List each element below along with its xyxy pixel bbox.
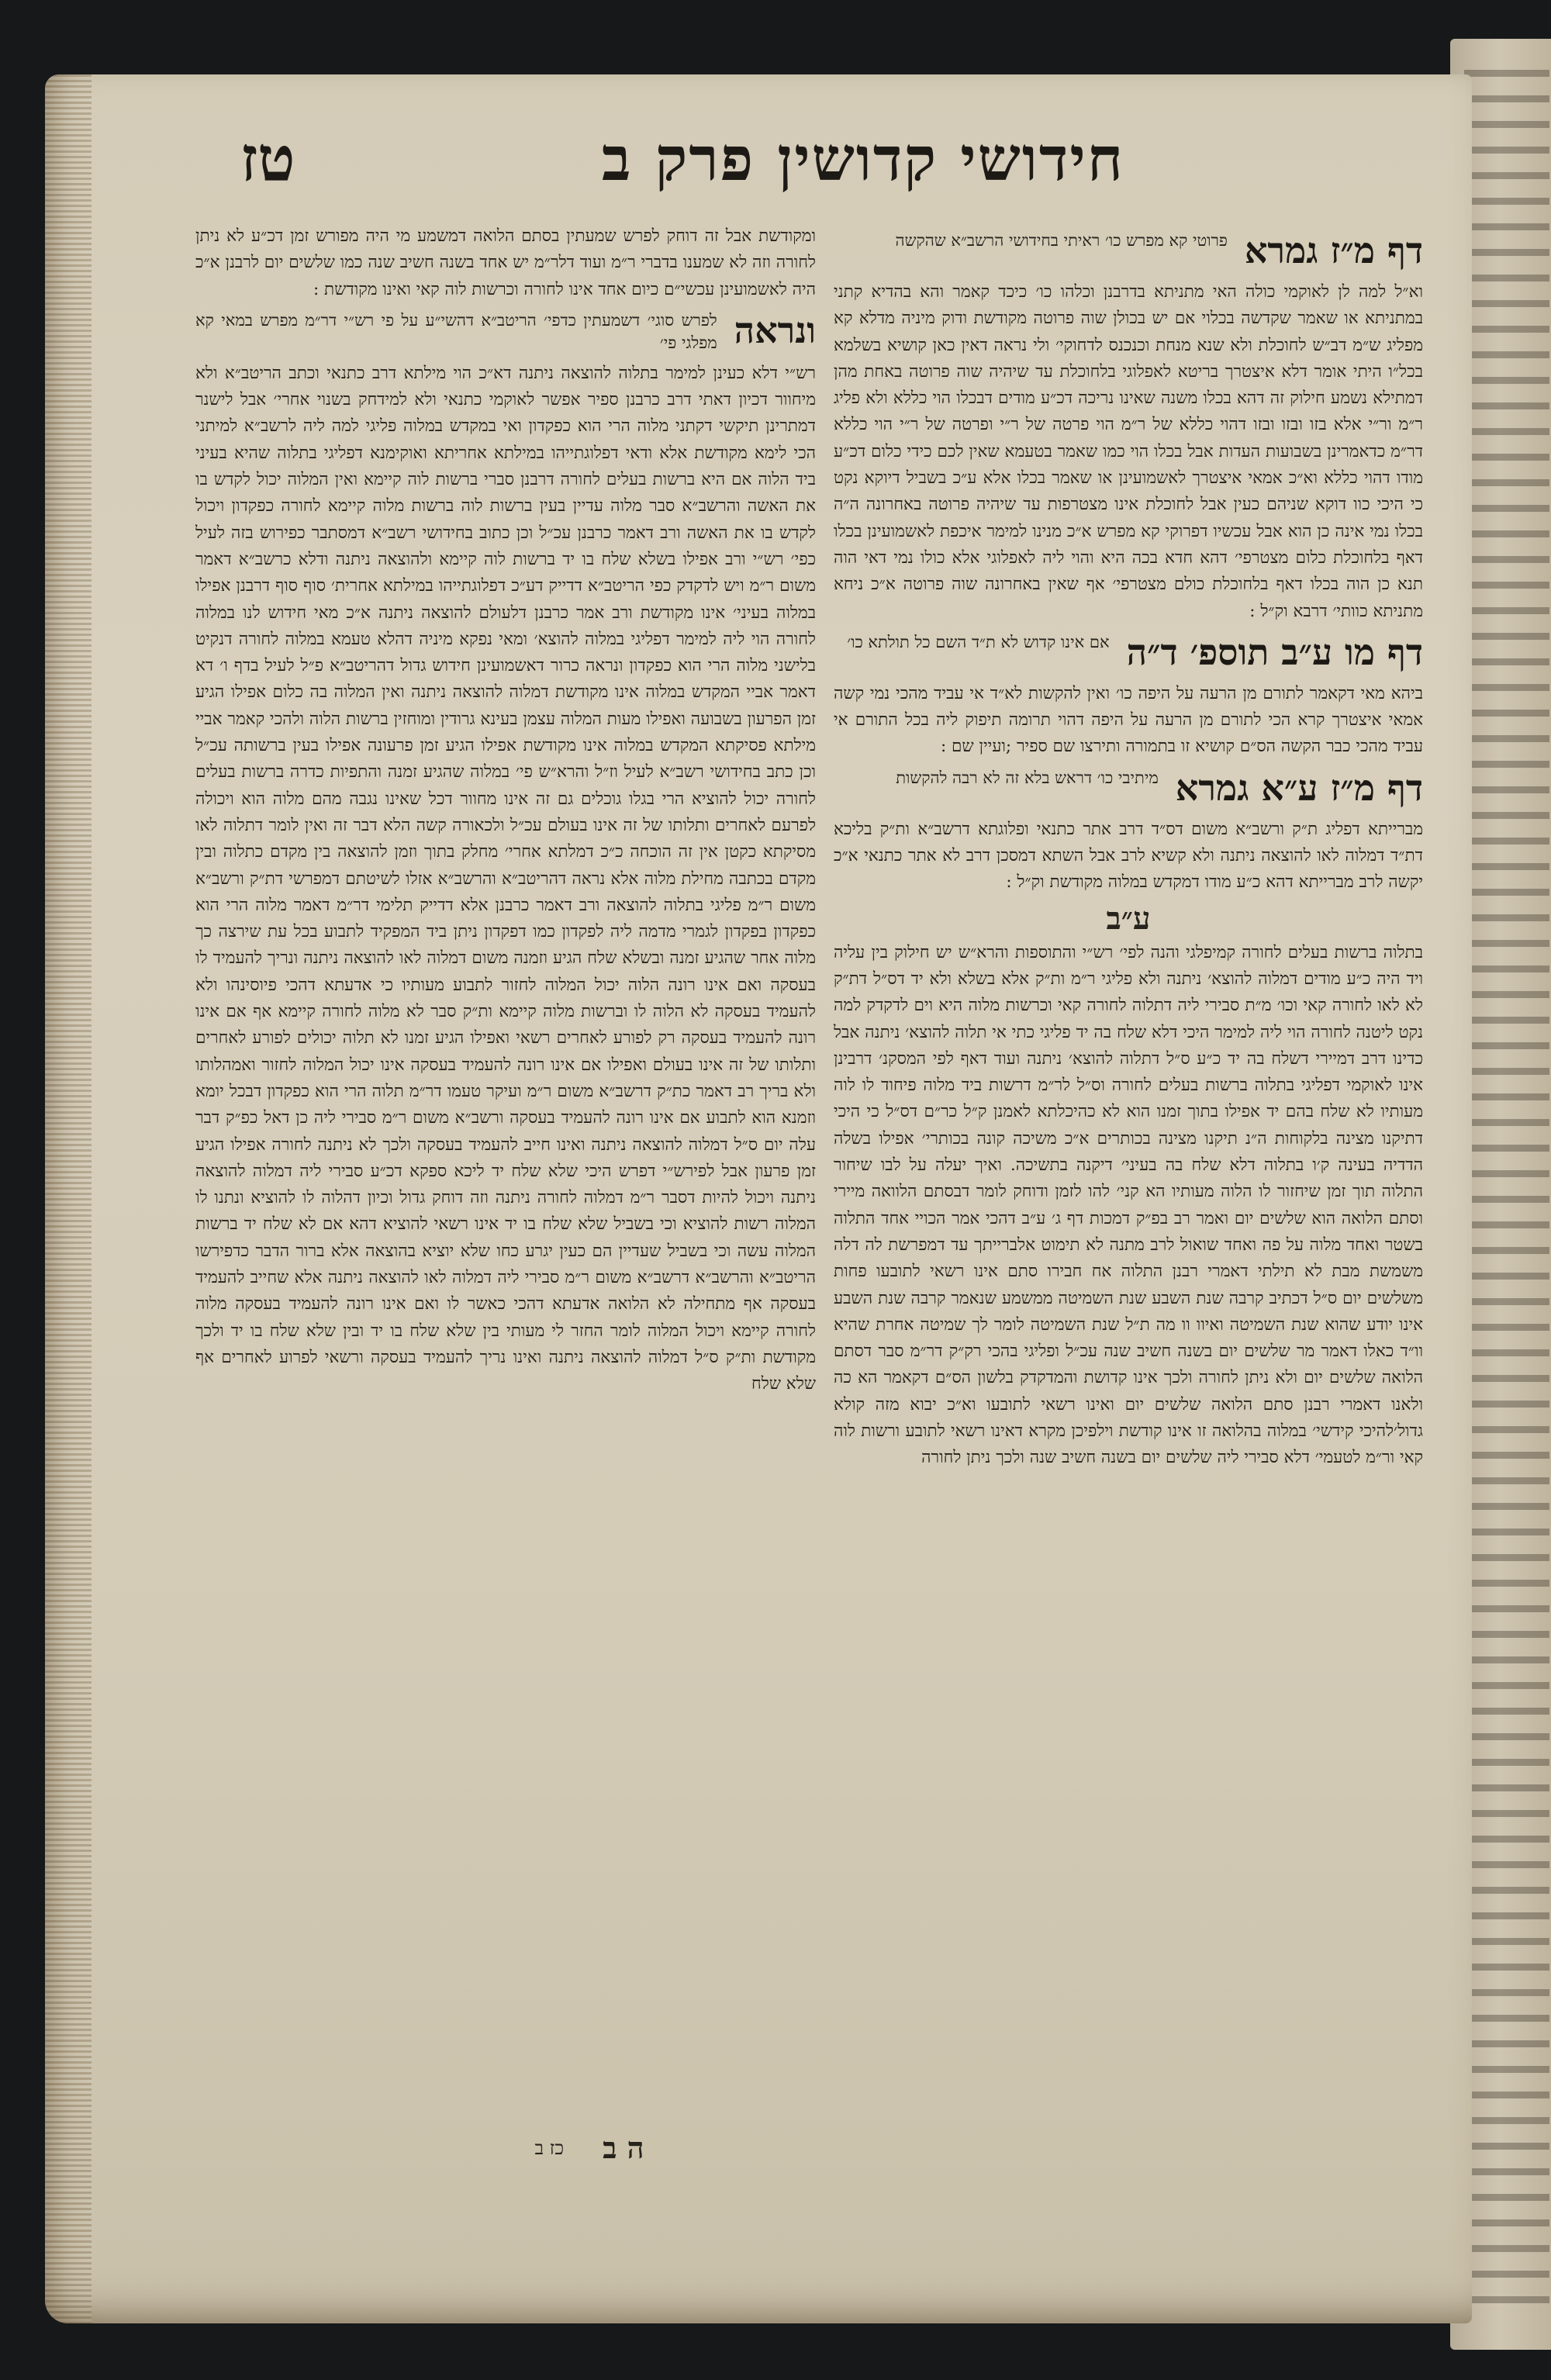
commentary-paragraph: וא״ל למה לן לאוקמי כולה האי מתניתא בדרבנן וכלהו כו׳ כיכד קאמר והא בהדיא קתני במתניתא או שאמר שקדשה בכלוי אם יש בכולן שוה פרוטה מקודשת ודוק מיניה מדלא קא מפליג ש״מ דב״ש לחוכלת ולא שנא מנחת וכנכנס לדחוקי׳ ולי נראה דאין כאן קושיא בשלמא בכל״ו היתי אומר דלא איצטרך בריטא לאפלוגי בלחוכלת עד שיהיה שוה פרוטה באחת מהן דמתילא נשמע חילוק זה דהא בכלו משנה שאינו נריכה דכ״ע מודים דבכלו הוי כללא ולא פליג ר״מ ור״י אלא בזו ובזו ובזו דהוי כללא של ר״מ הוי פרטה של ר״י ופרטה של ר״י הוי כללא דר״מ כדאמרינן בשבועות העדות אבל בכלו הוי כמו שאמר בטעמא שאין לכם כידי כלום דכ״ע מודו דהוי כללא וא״כ אמאי איצטרך לאשמועינן או שאמר בכלו אלא ע״כ בשביל דיוקא נקט כי היכי כוו דוקא שניהם כעין אבל לחוכלת אינו מצטרפות עד שיהיה פרוטה באחרונה ה״ה בכלו נמי אינה כן הוא אבל עכשיו דפרוקי קא מפרש א״כ מנינו למימר איכפת לאשמועינן בכלו דאף בלחוכלת כלום מצטרפי׳ דהא חדא בכה היא והוי ליה לאפלוגי אלא כולו נמי דאי הוה תנא כן הוה בכלו דאף בלחוכלת כולם מצטרפי׳ אף שאין באחרונה שוה פרוטה א״כ ניחא מתניתא כוותי׳ דרבא וק״ל : <box>834 282 1423 621</box>
folio-number: טז <box>240 122 295 195</box>
section-title: ונראה <box>734 309 816 351</box>
section-heading <box>834 228 1423 273</box>
signature-mark: ה ב <box>603 2130 644 2165</box>
section-lemma: מיתיבי כו׳ דראש בלא זה לא רבה להקשות <box>896 768 1159 787</box>
right-column <box>834 223 1423 1475</box>
commentary-paragraph: רש״י דלא כעינן למימר בתלוה להוצאה ניתנה דא״כ הוי מילתא דרב כתנאי וכתב הריטב״א ולא מיחוור דכיון דאתי דרב כרבנן ספיר אפשר לאוקמי כתנאי ולא למידחק בשנוי אחרי׳ אבל לישנר דמתרינן תיקשי דקתני מלוה הרי הוא כפקדון ואי במקדש במלוה פליגי למה ליה לרשב״א למיתני הכי לימא מקודשת אלא ודאי דפלוגתייהו במילתא אחריתא ואוקימנא דפליגי בתלוה שהיא בעיני ביד הלוה אם היא ברשות בעלים לחורה דרבנן סברי ברשות לוה קיימא ואין המלוה יכול לקדש בו את האשה והרשב״א סבר מלוה עדיין בעין ברשות לוה ברשות מלוה קיימא לחורה כפקדון ויכול לקדש בו את האשה ורב דאמר כרבנן עכ״ל וכן כתוב בחידושי רשב״א דמסתבר כפירוש בזה לעיל כפי׳ רש״י ורב אפילו בשלא שלח בו יד ברשות לוה קיימא ולהוצאה ניתנה ודלא כרשב״א דאמר משום ר״מ ויש לדקדק כפי הריטב״א דדייק דע״כ דפלוגתייהו במילתא אחרית׳ סוף סוף דרבנן אפילו במלוה בעיני׳ אינו מקודשת ורב אמר כרבנן דלעולם להוצאה ניתנה א״כ מאי חידוש לנו במלוה לחורה הוי ליה למימר דפליגי במלוה להוצא׳ ומאי נפקא מיניה דהלא טעמא במלוה לחורה דנקיט בלישני מלוה הרי הוא כפקדון ונראה כרור דאשמועינן חידוש גדול דהריטב״א פ״ל לעיל בדף ו׳ דא דאמר אביי המקדש במלוה אינו מקודשת דמלוה להוצאה ניתנה ואין המלוה בה כלום אפילו הגיע זמן הפרעון בשבועה ואפילו מעות המלוה עצמן בעינא גרודין ומוחזין ברשות הלוה ולהכי קאמר אביי מילתא פסיקתא המקדש במלוה אינו מקודשת אפילו הגיע זמן פרעונה אפילו בעין ברשותה עכ״ל וכן כתב בחידושי רשב״א לעיל וז״ל והרא״ש פי׳ במלוה שהגיע זמנה והתפיות כדרה ברשות בעלים לחורה יכול להוציא הרי בגלו גוכלים גם זה אינו מחוור דכל שאינו נגבה מהם מלוה הוא ויכולה לפרעם לאחרים ותלותו של זה אינו בעולם עכ״ל ולכאורה קשה הלא דבר זה ואין לומר דתלוה לאו מסיקתא כקטן אין זה הוכחה כ״כ דמלתא אחרי׳ מחלק בתוך וזמן להוצאה בין מקדם כתלוה ובין מקדם בכתבה מחילת מלוה אלא נראה דהריטב״א והרשב״א אזלו לשיטתם דמפרשי דת״ק ורשב״א משום ר״מ פליגי בתלוה להוצאה ורב דאמר כרבנן אלא דדייק תלימי דר״מ דאמר מלוה הרי הוא כפקדון בפקדון לגמרי מדמה ליה לפקדון כמו דפקדון ניתן ביד המפקיד לתבוע בכל עת שירצה כך מלוה אחר שהגיע זמנה ובשלא שלח הגיע וזמנה משום דמלוה לאו להוצאה ניתנה ונריך להעמיד לו בעסקה ואם אינו רונה הלוה יכול המלוה לחזור לתבוע מעותיו כי אדעתא דהכי פיוסינהו ולא להעמיד בעסקה לא הלוה לו וברשות מלוה קיימא ות״ק סבר לא מלוה לחורה קיימא אף אם אינו רונה להעמיד בעסקה רק לפורע לאחרים רשאי ואפילו הגיע זמנו לא תלוה יכולים לפורע לאחרים ותלותו של זה אינו בעולם ואפילו אם אינו רונה להעמיד בעסקה אינו יכול המלוה לחזור ואמהלותו ולא בריך רב דאמר כת״ק דרשב״א משום ר״מ ועיקר טעמו דר״מ תלוה הרי הוא כפקדון דבכל יומא וזמנא הוא לתבוע אם אינו רונה להעמיד בעסקה ורשב״א משום ר״מ סבירי ליה כן דאל כפ״ק דבר עלה יום ס״ל דמלוה להוצאה ניתנה ואינו חייב להעמיד בעסקה ולכך לא ניתנה לחורה אפילו הגיע זמן פרעון אבל לפירש״י דפרש היכי שלא שלח יד ליכא ספקא דכ״ע סבירי ליה דמלוה להוצאה ניתנה ויכול להיות דסבר ר״מ דמלוה לחורה ניתנה וזה דוחק גדול וכיון דהלוה לו להוציא ונתנו לו המלוה רשות להוציא וכי בשביל שלא שלח בו יד אינו רשאי להוציא דהא אם לא שלח יד ברשות המלוה עשה וכי בשביל שעדיין הם כעין יגרע כחו שלא יוציא בהוצאה אלא ברור הדבר כדפירשו הריטב״א והרשב״א דרשב״א משום ר״מ סבירי ליה דמלוה לאו להוצאה ניתנה אלא שחייב להעמיד בעסקה אף מתחילה לא הלואה אדעתא דהכי כאשר לו ואם אינו רונה להעמיד בעסקה מלוה לחורה קיימא ויכול המלוה לומר החזר לי מעותי בין שלא שלח בו יד ובין שלא שלח בו יד ולכך מקודשת ות״ק ס״ל דמלוה להוצאה ניתנה ואינו נריך להעמיד בעסקה ורשאי לפרוע לאחרים אף שלא שלח <box>195 363 816 1394</box>
section-heading <box>195 308 816 354</box>
section-title: דף מ״ז ע״א גמרא <box>1175 766 1423 809</box>
left-column <box>195 223 816 1401</box>
catchword: כז ב <box>534 2136 565 2159</box>
page-worn-edge <box>45 74 92 2323</box>
commentary-paragraph: בתלוה ברשות בעלים לחורה קמיפלגי והנה לפי׳ רש״י והתוספות והרא״ש יש חילוק בין עליה ויד היה כ״ע מודים דמלוה להוצא׳ ניתנה ולא פליגי ר״מ ות״ק אלא בשלא ולא יד דס״ל דת״ק לא לאו לחורה קאי וכו׳ מ״ת סבירי ליה דתלוה לחורה קאי וכרשות מלוה היא וים לדקדק למה נקט ליטנה לחורה הוי ליה למימר היכי דלא שלח בה יד פליגי כתי אי תלוה להוצא׳ ניתנה אבל כדינו דרב דמיירי דשלח בה יד כ״ע ס״ל דתלוה להוצא׳ ניתנה ועוד דאף לפי המסקנ׳ דרבינן אינו לאוקמי דפליגי בתלוה ברשות בעלים לחורה וס״ל לר״מ דרשות ביד מלוה פיחוד לו לוה מעותיו לא שלח בהם יד אפילו בתוך זמנו הוא לא כהיכלתא לאמנן ק״ל כר״ם דס״ל כי היכי דתיקנו מצינה בלקוחות ה״נ תיקנו מצינה בכותרים א״כ משיכה קונה בכותרי׳ אפילו בשלה הדדיה בעינה ק׳ו בתלוה דלא שלח בה בעיני׳ דיקנה בתשיכה. ואיך יעלה על לבו שיחור התלוה תוך זמן שיחזור לו הלוה מעותיו הא קני׳ להו לזמן ודוחק לומר דבסתם הלוואה מיירי וסתם הלואה הוא שלשים יום ואמר רב בפ״ק דמכות דף ג׳ ע״ב דהכי אמר הכויי אחד התלוה בשטר ואחד מלוה על פה ואחד שואול לרב מתנה לא תימוט אלברייתך עד דמפרשת לה דלה משמשת מבת לא תילתי דאמרי רבנן התלוה אח חבירו סתם אינו רשאי לתובעו פחות משלשים יום ס״ל דכתיב קרבה שנת השבע שנת השמיטה ממשמע שנאמר קרבה שנת השבע אינו יודע שהוא שנת השמיטה ואיוו וו מה ת״ל שנת השמיטה לומר לך שמיטה אחרת שהיא וו״ד כאלו דאמר מר שלשים יום בשנה חשיב שנה עכ״ל ופליגי בהכי רק״ק דר״מ סבר דסתם הלואה שלשים יום ולא ניתן לחורה ולכך אינו קדושת והמדקדק בלשון הס״ם דקאמר הא כה ולאנו דאמרי רבנן סתם הלואה שלשים יום ואינו רשאי לתובעו וא״כ יבוא מזה קולא גדול׳להיכי קידשי׳ במלוה בהלואה זו אינו קודשת וילפיכן מקרא דאינו רשאי לתובע ורשות לוה קאי ור״מ לטעמי׳ דלא סבירי ליה שלשים יום בשנה חשיב שנה ולכך ניתן לחורה <box>834 942 1423 1468</box>
commentary-paragraph: מברייתא דפליג ת״ק ורשב״א משום דס״ד דרב אתר כתנאי ופלוגתא דרשב״א ות״ק בליכא דת״ד דמלוה לאו להוצאה ניתנה ולא קשיא לרב אבל השתא דמסכן דרב לא אתר כתנאי א״כ יקשה לרב מברייתא דהא כ״ע מודו דמקדש במלוה מקודשת וק״ל : <box>834 819 1423 893</box>
section-heading <box>834 630 1423 675</box>
section-title: דף מ״ז גמרא <box>1244 230 1423 271</box>
section-title: דף מו ע״ב תוספ׳ ד״ה <box>1126 630 1423 673</box>
running-header <box>225 116 1124 202</box>
page-footer <box>434 2125 744 2171</box>
section-mark: ע״ב <box>1106 900 1151 937</box>
running-title: חידושי קדושין פרק ב <box>601 123 1124 195</box>
section-lemma: אם אינו קדוש לא ת״ד השם כל תולתא כו׳ <box>847 632 1110 651</box>
commentary-paragraph: ביהא מאי דקאמר לתורם מן הרעה על היפה כו׳ ואין להקשות לא״ד אי עביד מהכי נמי קשה אמאי איצטרך קרא הכי לתורם מן הרעה על היפה דהוי תרומה תיפוק ליה בכל התורם אי עביד מהכי כבר הקשה הס״ם קושיא זו בתמורה ותירצו שם ספיר ;ועיין שם : <box>834 683 1423 757</box>
section-lemma: לפרש סוגי׳ דשמעתין כדפי׳ הריטב״א דהשי״ע על פי רש״י דר״מ מפרש במאי קא מפלגי פי׳ <box>195 310 717 352</box>
section-lemma: פרוטי קא מפרש כו׳ ראיתי בחידושי הרשב״א שהקשה <box>895 231 1228 250</box>
section-heading <box>834 765 1423 810</box>
commentary-paragraph: ומקודשת אבל זה דוחק לפרש שמעתין בסתם הלואה דמשמע מי היה מפורש זמן דכ״ע לא ניתן לחורה וזה לא שמענו בדברי ר״מ ועוד דלר״מ יש אחד בשנה חשיב שנה כמו שלשים יום לרבנן א״כ היה לאשמועינן עכשי״ם כיום אחד אינו לחורה וכרשות לוה קאי ואינו מקודשת : <box>195 226 816 299</box>
